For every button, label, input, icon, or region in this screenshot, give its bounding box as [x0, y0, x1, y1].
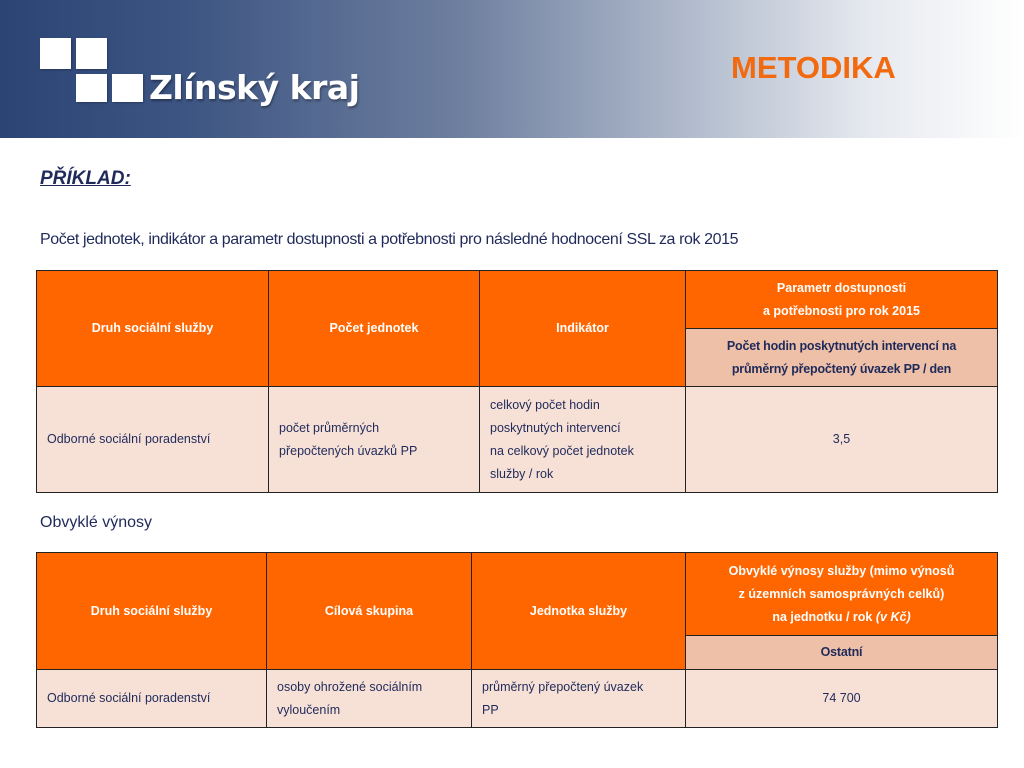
cell-target-line: vyloučením: [277, 702, 341, 717]
table-row: [37, 670, 998, 728]
header-revenues-line: [694, 606, 989, 629]
cell-service: Odborné sociální poradenství: [37, 387, 269, 493]
cell-parameter-value: 3,5: [686, 387, 998, 493]
cell-unit-line: PP: [482, 702, 499, 717]
cell-indicator-line: celkový počet hodin: [490, 397, 600, 412]
section-subtitle: Počet jednotek, indikátor a parametr dostupnosti a potřebnosti pro následné hodnocení SSL za rok 2015: [40, 231, 739, 248]
cell-target-line: osoby ohrožené sociálním: [277, 679, 423, 694]
cell-target-group: [267, 670, 472, 728]
header-parameter-line: a potřebnosti pro rok 2015: [763, 303, 920, 318]
logo-square-icon: [40, 38, 71, 69]
subheader-hours-line: průměrný přepočtený úvazek PP / den: [731, 361, 952, 376]
logo-square-icon: [76, 38, 107, 69]
cell-indicator-line: poskytnutých intervencí: [490, 420, 621, 435]
header-revenues-text: na jednotku / rok: [772, 609, 876, 624]
cell-indicator: [480, 387, 686, 493]
revenues-table: [36, 552, 998, 728]
page-title: METODIKA: [731, 50, 896, 85]
logo-square-icon: [112, 74, 143, 102]
header-target-group: Cílová skupina: [267, 553, 472, 670]
header-service-unit: Jednotka služby: [472, 553, 686, 670]
zlinsky-kraj-logo: [40, 38, 360, 118]
header-service-type: Druh sociální služby: [37, 271, 269, 387]
header-revenues-line: z územních samosprávných celků): [738, 586, 945, 601]
cell-service: Odborné sociální poradenství: [37, 670, 267, 728]
header-unit-count: Počet jednotek: [269, 271, 480, 387]
header-parameter: [686, 271, 998, 329]
logo-brand-text: Zlínský kraj: [149, 68, 360, 107]
header-usual-revenues: [686, 553, 998, 636]
header-revenues-unit: (v Kč): [875, 609, 911, 624]
cell-indicator-line: služby / rok: [490, 466, 554, 481]
cell-unit-line: průměrný přepočtený úvazek: [482, 679, 644, 694]
cell-indicator-line: na celkový počet jednotek: [490, 443, 634, 458]
cell-units: [269, 387, 480, 493]
cell-revenue-value: 74 700: [686, 670, 998, 728]
cell-units-line: přepočtených úvazků PP: [279, 443, 418, 458]
cell-service-unit: [472, 670, 686, 728]
example-label: PŘÍKLAD:: [40, 168, 131, 189]
header-indicator: Indikátor: [480, 271, 686, 387]
header-revenues-line: Obvyklé výnosy služby (mimo výnosů: [728, 563, 955, 578]
subheader-other: Ostatní: [686, 636, 998, 670]
section-title-revenues: Obvyklé výnosy: [40, 514, 153, 531]
cell-units-line: počet průměrných: [279, 420, 380, 435]
header-parameter-line: Parametr dostupnosti: [776, 280, 907, 295]
logo-square-icon: [76, 74, 107, 102]
table-row: [37, 387, 998, 493]
subheader-hours-line: Počet hodin poskytnutých intervencí na: [726, 338, 957, 353]
availability-table: [36, 270, 998, 493]
header-service-type: Druh sociální služby: [37, 553, 267, 670]
header-banner: [0, 0, 1024, 138]
subheader-hours: [686, 329, 998, 387]
